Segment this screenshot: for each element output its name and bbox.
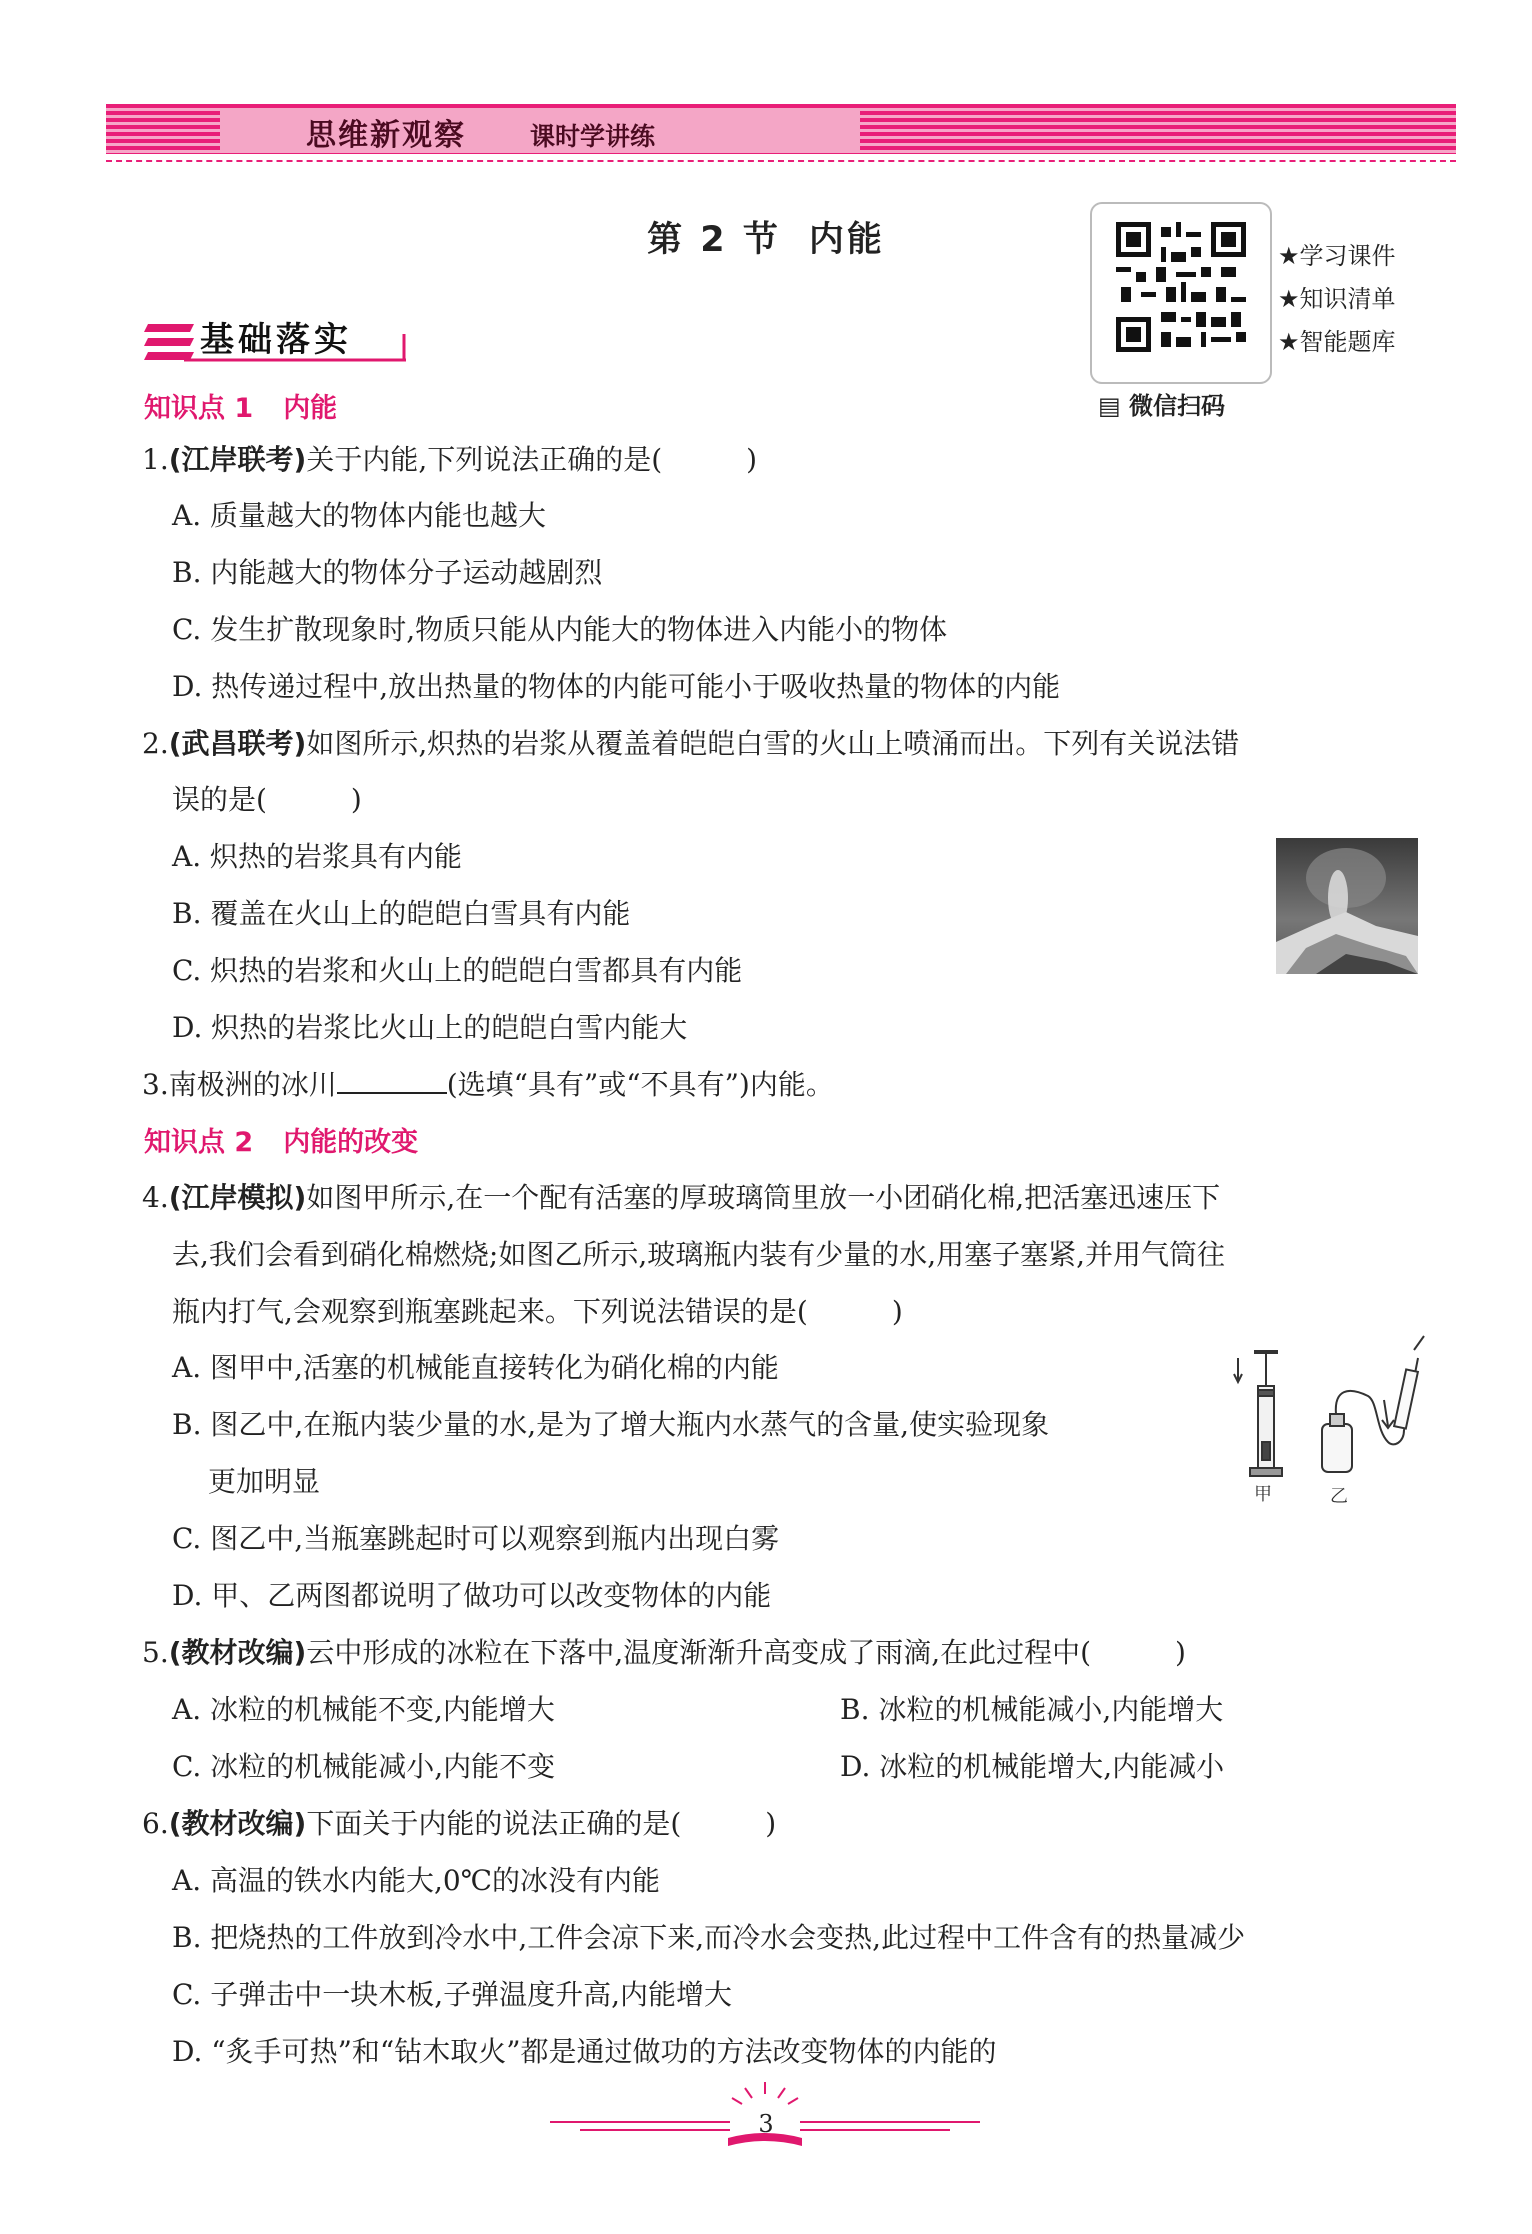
question-6-option-c: C. 子弹击中一块木板,子弹温度升高,内能增大 — [172, 1978, 733, 2011]
question-4-option-b: B. 图乙中,在瓶内装少量的水,是为了增大瓶内水蒸气的含量,使实验现象 — [172, 1408, 1050, 1441]
question-5-option-a: A. 冰粒的机械能不变,内能增大 — [172, 1693, 555, 1726]
question-1-option-b: B. 内能越大的物体分子运动越剧烈 — [172, 556, 603, 589]
volcano-photo — [1276, 838, 1418, 974]
question-4-option-d: D. 甲、乙两图都说明了做功可以改变物体的内能 — [172, 1579, 772, 1612]
question-2-stem: 2.(武昌联考)如图所示,炽热的岩浆从覆盖着皑皑白雪的火山上喷涌而出。下列有关说法错 — [142, 727, 1240, 760]
page-number: 3 — [758, 2110, 774, 2138]
question-2-option-b: B. 覆盖在火山上的皑皑白雪具有内能 — [172, 897, 631, 930]
figure-label-yi: 乙 — [1330, 1486, 1348, 1507]
question-1-option-a: A. 质量越大的物体内能也越大 — [172, 499, 547, 532]
question-4-stem-cont: 去,我们会看到硝化棉燃烧;如图乙所示,玻璃瓶内装有少量的水,用塞子塞紧,并用气筒往 — [172, 1238, 1226, 1271]
qr-scan-label: ▤ 微信扫码 — [1098, 392, 1226, 420]
section-name: 内能 — [808, 220, 885, 260]
experiment-figure — [1218, 1330, 1428, 1510]
basics-label: 基础落实 — [200, 320, 352, 360]
header-divider — [106, 160, 1456, 162]
knowledge-point-1: 知识点 1 内能 — [144, 393, 338, 424]
question-1-option-d: D. 热传递过程中,放出热量的物体的内能可能小于吸收热量的物体的内能 — [172, 670, 1061, 703]
question-1-option-c: C. 发生扩散现象时,物质只能从内能大的物体进入内能小的物体 — [172, 613, 948, 646]
qr-item-courseware[interactable]: ★学习课件 — [1278, 242, 1396, 270]
question-2-option-a: A. 炽热的岩浆具有内能 — [172, 840, 463, 873]
header-series: 课时学讲练 — [530, 122, 656, 151]
question-5-option-d: D. 冰粒的机械能增大,内能减小 — [840, 1750, 1225, 1783]
question-2-option-d: D. 炽热的岩浆比火山上的皑皑白雪内能大 — [172, 1011, 688, 1044]
question-5-stem: 5.(教材改编)云中形成的冰粒在下落中,温度渐渐升高变成了雨滴,在此过程中( ) — [142, 1636, 1186, 1669]
question-4-stem: 4.(江岸模拟)如图甲所示,在一个配有活塞的厚玻璃筒里放一小团硝化棉,把活塞迅速压下 — [142, 1181, 1221, 1214]
question-6-stem: 6.(教材改编)下面关于内能的说法正确的是( ) — [142, 1807, 777, 1840]
question-2-stem-cont: 误的是( ) — [172, 783, 362, 816]
question-4-option-c: C. 图乙中,当瓶塞跳起时可以观察到瓶内出现白雾 — [172, 1522, 780, 1555]
qr-code-icon[interactable] — [1116, 222, 1246, 352]
question-5-option-b: B. 冰粒的机械能减小,内能增大 — [840, 1693, 1224, 1726]
header-brand: 思维新观察 — [306, 118, 466, 153]
question-4-option-b-cont: 更加明显 — [208, 1465, 321, 1498]
knowledge-point-2: 知识点 2 内能的改变 — [144, 1127, 419, 1158]
question-4-stem-cont2: 瓶内打气,会观察到瓶塞跳起来。下列说法错误的是( ) — [172, 1295, 903, 1328]
scan-icon: ▤ — [1098, 392, 1130, 420]
qr-item-question-bank[interactable]: ★智能题库 — [1278, 328, 1396, 356]
question-2-option-c: C. 炽热的岩浆和火山上的皑皑白雪都具有内能 — [172, 954, 743, 987]
question-3-stem: 3.南极洲的冰川 (选填“具有”或“不具有”)内能。 — [142, 1068, 834, 1101]
qr-item-checklist[interactable]: ★知识清单 — [1278, 285, 1396, 313]
question-6-option-b: B. 把烧热的工件放到冷水中,工件会凉下来,而冷水会变热,此过程中工件含有的热量减少 — [172, 1921, 1246, 1954]
question-6-option-a: A. 高温的铁水内能大,0℃的冰没有内能 — [172, 1864, 661, 1897]
figure-label-jia: 甲 — [1254, 1484, 1272, 1505]
answer-blank[interactable] — [337, 1068, 447, 1094]
question-1-stem: 1.(江岸联考)关于内能,下列说法正确的是( ) — [142, 443, 758, 476]
section-number: 第 2 节 — [647, 220, 781, 260]
question-4-option-a: A. 图甲中,活塞的机械能直接转化为硝化棉的内能 — [172, 1351, 779, 1384]
question-5-option-c: C. 冰粒的机械能减小,内能不变 — [172, 1750, 556, 1783]
question-6-option-d: D. “炙手可热”和“钻木取火”都是通过做功的方法改变物体的内能的 — [172, 2035, 997, 2068]
